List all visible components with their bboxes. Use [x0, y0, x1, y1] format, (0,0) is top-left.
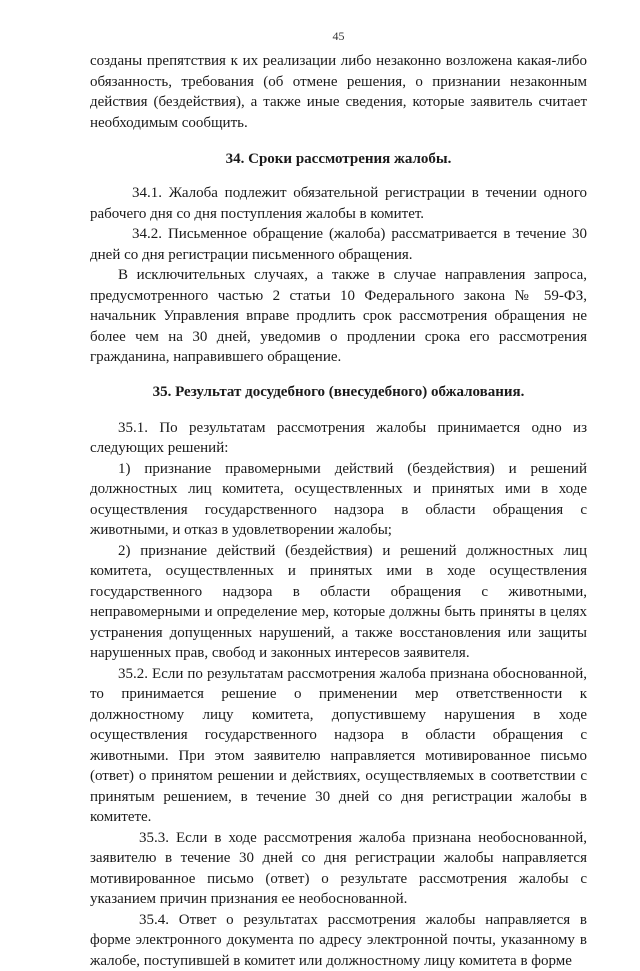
paragraph-35-2: 35.2. Если по результатам рассмотрения жалоба признана обоснованной, то принимается решение о применении мер ответственности к должностному лицу комитета, допустившему нарушения в ходе осуществления государственного надзора в области обращения с животными. При этом заявителю направляется мотивированное письмо (ответ) о принятом решении и действиях, осуществляемых в соответствии с принятым решением, в течение 30 дней со дня регистрации жалобы в комитете. — [90, 664, 587, 828]
intro-paragraph: созданы препятствия к их реализации либо незаконно возложена какая-либо обязанность, требования (об отмене решения, о признании незаконным действия (бездействия), а также иные сведения, которые заявитель считает необходимым сообщить. — [90, 51, 587, 133]
list-item-35-1-1: 1) признание правомерными действий (бездействия) и решений должностных лиц комитета, осуществленных и принятых ими в ходе осуществления государственного надзора в области обращения с животными, и отказ в удовлетворении жалобы; — [90, 459, 587, 541]
paragraph-34-extension: В исключительных случаях, а также в случае направления запроса, предусмотренного частью 2 статьи 10 Федерального закона № 59-ФЗ, начальник Управления вправе продлить срок рассмотрения обращения не более чем на 30 дней, уведомив о продлении срока его рассмотрения гражданина, направившего обращение. — [90, 265, 587, 368]
paragraph-34-2: 34.2. Письменное обращение (жалоба) рассматривается в течение 30 дней со дня регистрации письменного обращения. — [90, 224, 587, 265]
paragraph-35-3: 35.3. Если в ходе рассмотрения жалоба признана необоснованной, заявителю в течение 30 дней со дня регистрации жалобы направляется мотивированное письмо (ответ) о результате рассмотрения жалобы с указанием причин признания ее необоснованной. — [90, 828, 587, 910]
list-item-35-1-2: 2) признание действий (бездействия) и решений должностных лиц комитета, осуществленных и принятых ими в ходе осуществления государственного надзора в области обращения с животными, неправомерными и определение мер, которые должны быть приняты в целях устранения допущенных нарушений, а также восстановления или защиты нарушенных прав, свобод и законных интересов заявителя. — [90, 541, 587, 664]
section-35-heading: 35. Результат досудебного (внесудебного) обжалования. — [90, 382, 587, 402]
paragraph-34-1: 34.1. Жалоба подлежит обязательной регистрации в течении одного рабочего дня со дня поступления жалобы в комитет. — [90, 183, 587, 224]
paragraph-35-1: 35.1. По результатам рассмотрения жалобы принимается одно из следующих решений: — [90, 418, 587, 459]
page-content — [90, 51, 587, 971]
page-number: 45 — [90, 29, 587, 44]
paragraph-35-4: 35.4. Ответ о результатах рассмотрения жалобы направляется в форме электронного документа по адресу электронной почты, указанному в жалобе, поступившей в комитет или должностному лицу комитета в форме — [90, 910, 587, 971]
section-34-heading: 34. Сроки рассмотрения жалобы. — [90, 149, 587, 169]
